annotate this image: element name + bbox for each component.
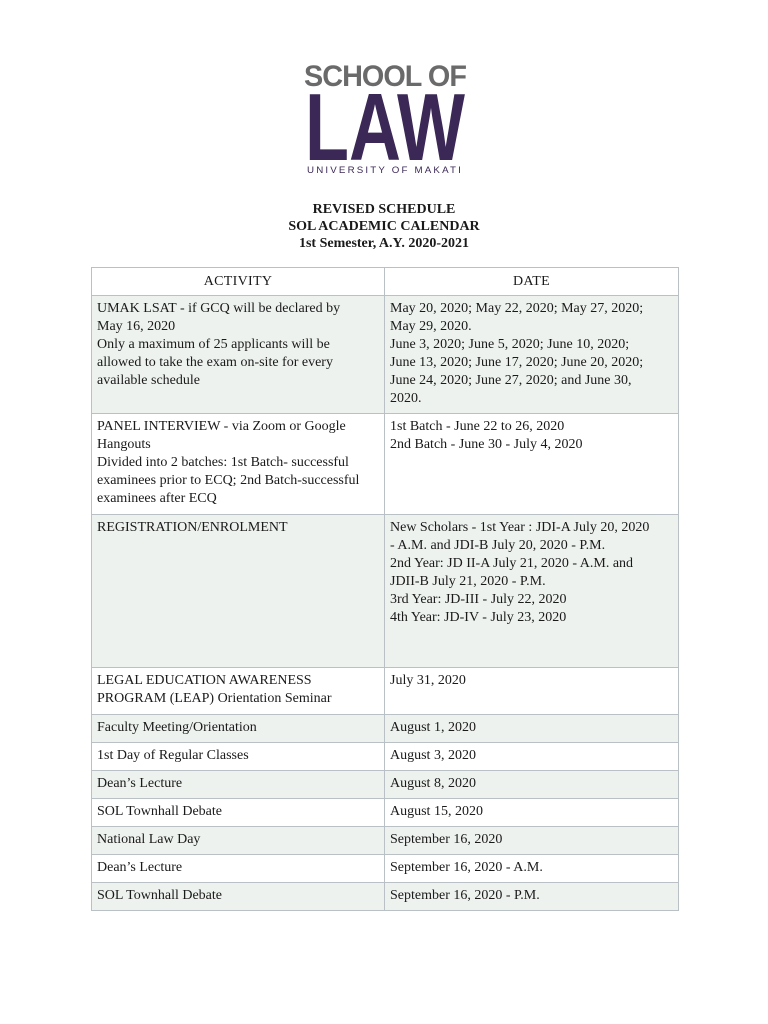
activity-cell	[92, 715, 385, 743]
activity-text-line: 1st Day of Regular Classes	[97, 748, 249, 763]
date-cell	[385, 414, 679, 515]
date-text-line: August 8, 2020	[390, 776, 476, 791]
date-text-line: September 16, 2020	[390, 832, 503, 847]
table-row	[92, 799, 679, 827]
table-row	[92, 515, 679, 668]
date-cell	[385, 883, 679, 911]
date-text-line: - A.M. and JDI-B July 20, 2020 - P.M.	[390, 538, 606, 553]
table-row	[92, 296, 679, 414]
activity-text-line: PROGRAM (LEAP) Orientation Seminar	[97, 691, 332, 706]
table-header-row	[92, 268, 679, 296]
table-row	[92, 771, 679, 799]
table-row	[92, 883, 679, 911]
date-text-line: August 3, 2020	[390, 748, 476, 763]
table-row	[92, 855, 679, 883]
table-row	[92, 668, 679, 715]
date-cell	[385, 715, 679, 743]
activity-cell	[92, 771, 385, 799]
table-row	[92, 743, 679, 771]
date-text-line: July 31, 2020	[390, 673, 466, 688]
date-text-line: 4th Year: JD-IV - July 23, 2020	[390, 610, 567, 625]
date-text-line: August 15, 2020	[390, 804, 483, 819]
activity-cell	[92, 414, 385, 515]
activity-cell	[92, 668, 385, 715]
date-cell	[385, 668, 679, 715]
activity-text-line: Faculty Meeting/Orientation	[97, 720, 257, 735]
date-text-line: 1st Batch - June 22 to 26, 2020	[390, 419, 565, 434]
document-heading	[0, 201, 768, 252]
date-text-line: New Scholars - 1st Year : JDI-A July 20, 2020	[390, 520, 650, 535]
date-cell	[385, 515, 679, 668]
date-cell	[385, 743, 679, 771]
heading-line3: 1st Semester, A.Y. 2020-2021	[298, 236, 470, 251]
date-text-line: JDII-B July 21, 2020 - P.M.	[390, 574, 546, 589]
activity-text-line: UMAK LSAT - if GCQ will be declared by	[97, 301, 341, 316]
date-column-header: DATE	[385, 268, 679, 296]
activity-text-line: Only a maximum of 25 applicants will be	[97, 337, 330, 352]
activity-cell	[92, 827, 385, 855]
table-row	[92, 827, 679, 855]
heading-line1: REVISED SCHEDULE	[312, 202, 456, 217]
date-text-line: June 24, 2020; June 27, 2020; and June 30,	[390, 373, 632, 388]
activity-text-line: Dean’s Lecture	[97, 860, 183, 875]
activity-text-line: National Law Day	[97, 832, 201, 847]
table-row	[92, 715, 679, 743]
activity-text-line: LEGAL EDUCATION AWARENESS	[97, 673, 312, 688]
activity-text-line: available schedule	[97, 373, 201, 388]
activity-text-line: PANEL INTERVIEW - via Zoom or Google	[97, 419, 346, 434]
date-cell	[385, 771, 679, 799]
activity-cell	[92, 883, 385, 911]
activity-text-line: Divided into 2 batches: 1st Batch- successful	[97, 455, 349, 470]
date-text-line: June 13, 2020; June 17, 2020; June 20, 2020;	[390, 355, 644, 370]
table-row	[92, 414, 679, 515]
date-text-line: 2nd Year: JD II-A July 21, 2020 - A.M. and	[390, 556, 634, 571]
activity-cell	[92, 855, 385, 883]
activity-text-line: examinees prior to ECQ; 2nd Batch-successful	[97, 473, 360, 488]
date-text-line: 2020.	[390, 391, 422, 406]
schedule-table	[91, 267, 679, 911]
date-text-line: August 1, 2020	[390, 720, 476, 735]
date-text-line: May 20, 2020; May 22, 2020; May 27, 2020;	[390, 301, 644, 316]
schedule-body	[92, 296, 679, 911]
date-text-line: September 16, 2020 - A.M.	[390, 860, 543, 875]
activity-cell	[92, 296, 385, 414]
activity-text-line: Dean’s Lecture	[97, 776, 183, 791]
activity-cell	[92, 515, 385, 668]
activity-text-line: Hangouts	[97, 437, 151, 452]
school-of-law-logo	[302, 60, 468, 176]
activity-text-line: allowed to take the exam on-site for every	[97, 355, 333, 370]
date-cell	[385, 827, 679, 855]
date-text-line: May 29, 2020.	[390, 319, 472, 334]
activity-text-line: examinees after ECQ	[97, 491, 217, 506]
activity-column-header: ACTIVITY	[92, 268, 385, 296]
date-cell	[385, 855, 679, 883]
activity-text-line: May 16, 2020	[97, 319, 176, 334]
activity-text-line: SOL Townhall Debate	[97, 804, 222, 819]
logo-line2: LAW	[305, 74, 466, 176]
activity-text-line: SOL Townhall Debate	[97, 888, 222, 903]
activity-cell	[92, 743, 385, 771]
date-text-line: September 16, 2020 - P.M.	[390, 888, 540, 903]
logo-line1: SCHOOL OF	[304, 60, 467, 93]
date-text-line: 2nd Batch - June 30 - July 4, 2020	[390, 437, 583, 452]
logo-line3: UNIVERSITY OF MAKATI	[307, 165, 463, 175]
activity-text-line: REGISTRATION/ENROLMENT	[97, 520, 288, 535]
activity-cell	[92, 799, 385, 827]
date-cell	[385, 799, 679, 827]
heading-line2: SOL ACADEMIC CALENDAR	[288, 219, 480, 234]
date-text-line: June 3, 2020; June 5, 2020; June 10, 2020;	[390, 337, 630, 352]
date-cell	[385, 296, 679, 414]
date-text-line: 3rd Year: JD-III - July 22, 2020	[390, 592, 567, 607]
